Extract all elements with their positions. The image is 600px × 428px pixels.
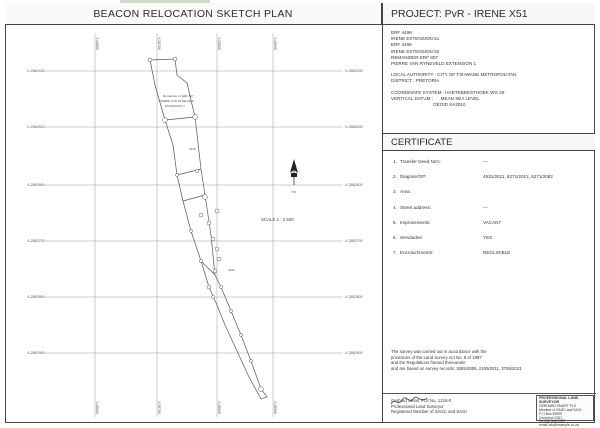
grid-label-bottom: Y-28600 [95, 401, 99, 415]
certificate-value: NEGLIGIBLE [483, 250, 511, 256]
authority-line: DISTRICT : PRETORIA [391, 78, 440, 84]
certificate-num: 5. [393, 219, 397, 225]
statement-line: and are based on survey records: 3065/2006, 2109/2011, 3755/2021 [391, 365, 522, 371]
certificate-label: Improvements: [400, 219, 431, 225]
survey-statement [391, 349, 581, 371]
certificate-value: VACANT [483, 219, 502, 225]
certificate-label: Transfer Deed No's: [400, 159, 441, 164]
area-labels [159, 94, 235, 272]
certificate-num: 7. [393, 250, 397, 256]
datum-line: VERTICAL DATUM : MEAN SEA LEVEL [391, 95, 480, 101]
project-line: IRENE EXTENSION 50 [391, 48, 440, 54]
project-line: REMAINDER ERF 807 [391, 54, 438, 60]
certificate-header: CERTIFICATE [383, 133, 595, 151]
certificate-row [393, 220, 587, 235]
certificate-value: 4931/2011, 6271/2012, 6271/2082 [483, 174, 553, 180]
certificate-num: 3. [393, 189, 397, 195]
grid-label-right: X-2862600 [345, 183, 363, 188]
certificate-label: Area: [400, 189, 411, 195]
grid-label-right: X-2862500 [345, 125, 363, 130]
grid-label-right: X-2862900 [345, 351, 363, 356]
north-arrow-icon [290, 159, 298, 194]
stamp-line: email info@example.co.za [539, 423, 579, 428]
datum-line: COORDINATE SYSTEM : HARTEBEESTHOEK WG 29 [391, 89, 505, 95]
certificate-label: Diagram/GP: [400, 174, 427, 180]
certificate-num: 4. [393, 204, 397, 210]
grid-labels [27, 37, 363, 414]
project-details [383, 25, 595, 133]
stamp-line: Tel 012 345 6789 [539, 419, 566, 424]
grid-label-left: X-2862800 [27, 295, 45, 300]
signer-line: Professional Land Surveyor [391, 403, 444, 409]
grid-label-bottom: Y-28900 [273, 401, 277, 415]
statement-line: provisions of the Land Survey Act No. 8 of 1997 [391, 354, 482, 360]
grid-label-top: Y-28600 [95, 37, 99, 51]
grid-label-bottom: Y-28700 [157, 401, 161, 415]
grid-label-right: X-2862800 [345, 295, 363, 300]
grid-label-left: X-2862400 [27, 69, 45, 74]
project-header: PROJECT: PvR - IRENE X51 [383, 3, 595, 25]
parcel-boundary [150, 59, 267, 399]
certificate-row [393, 250, 587, 265]
statement-line: and the Regulations framed thereunder [391, 360, 466, 366]
coordinate-system [391, 90, 588, 109]
stamp-title: PROFESSIONAL LAND SURVEYOR [539, 396, 579, 404]
certificate-value: — [483, 159, 488, 164]
grid-label-top: Y-28700 [157, 37, 161, 51]
certificate-value: YES [483, 234, 493, 240]
certificate-row [393, 159, 587, 174]
statement-line: The survey was carried out in accordance with the [391, 349, 487, 354]
area-label: Remainder of ERF 807 [163, 94, 194, 98]
grid-label-right: X-2862700 [345, 239, 363, 244]
certificate-row [393, 174, 587, 189]
local-authority [391, 72, 588, 84]
stamp-line: Member of SAGC and SAGI [539, 407, 582, 412]
certificate-label: Street address: [400, 204, 432, 210]
coordinate-grid [45, 33, 343, 417]
signer-line: Registered Member of SAGC and SAGI [391, 409, 467, 415]
plan-drawing[interactable] [5, 25, 382, 423]
certificate-num: 6. [393, 234, 397, 240]
grid-label-left: X-2862700 [27, 239, 45, 244]
grid-label-left: X-2862900 [27, 351, 45, 356]
stamp-line: Centurion 0157 [539, 415, 563, 420]
datum-line: GEOID SA2010 [391, 102, 466, 108]
signer-line: Gerhard Smart PLS No. 1216-0 [391, 398, 452, 403]
certificate-num: 2. [393, 174, 397, 180]
scale-label: SCALE 1 : 2 500 [261, 217, 294, 222]
title-block [382, 3, 595, 428]
certificate-row [393, 189, 587, 204]
grid-label-right: X-2862400 [345, 69, 363, 74]
plan-title: BEACON RELOCATION SKETCH PLAN [5, 3, 382, 25]
stamp-line: P O Box 99999 [539, 411, 562, 416]
certificate-label: Encroachments: [400, 250, 434, 256]
grid-label-top: Y-28900 [273, 37, 277, 51]
surveyor-details [391, 398, 467, 415]
plan-svg [5, 25, 382, 423]
certificate-label: Servitudes: [400, 234, 423, 240]
north-label: Y/N [291, 190, 297, 194]
grid-label-bottom: Y-28800 [217, 401, 221, 415]
surveyor-stamp [536, 395, 594, 428]
signature-block [383, 393, 596, 428]
certificate-num: 1. [393, 159, 397, 164]
stamp-line: GERHARD SMART PLS [539, 403, 576, 408]
grid-label-left: X-2862600 [27, 183, 45, 188]
area-label: EXTENSION 1 [165, 104, 185, 108]
area-label: PIERRE VAN RYNEVELD [159, 99, 194, 103]
certificate-row [393, 205, 587, 220]
project-line: ERF 4498 [391, 42, 412, 48]
authority-line: LOCAL AUTHORITY : CITY OF TSHWANE METROPOLITAN [391, 72, 517, 78]
grid-label-left: X-2862500 [27, 125, 45, 130]
parcel-label: 4499 [228, 268, 235, 272]
project-line: PIERRE VAN RYNEVELD EXTENSION 1 [391, 61, 477, 67]
project-line: IRENE EXTENSION 51 [391, 36, 440, 42]
property-description [391, 30, 588, 67]
certificate-list [383, 151, 595, 265]
parcel-label: 4498 [189, 147, 196, 151]
grid-label-top: Y-28800 [217, 37, 221, 51]
certificate-row [393, 235, 587, 250]
project-line: ERF 4499 [391, 30, 412, 35]
certificate-value: — [483, 204, 488, 210]
